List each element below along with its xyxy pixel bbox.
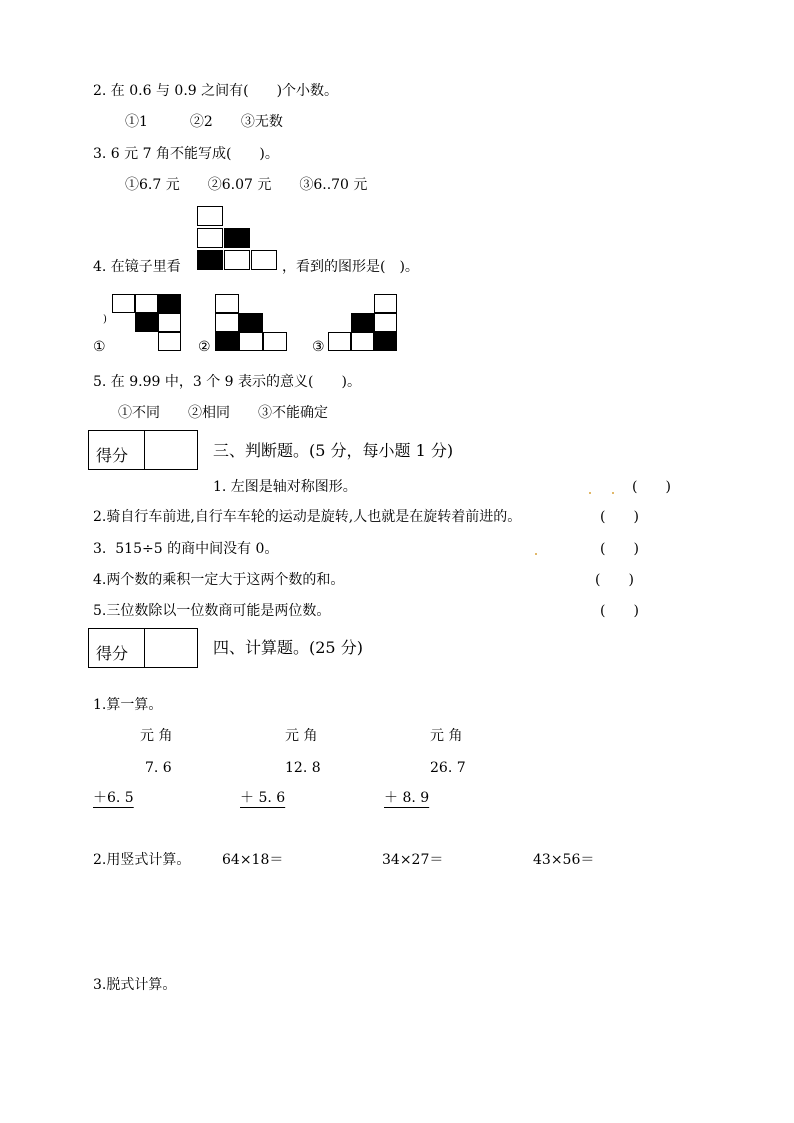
q3-options: ①6.7 元 ②6.07 元 ③6..70 元 <box>125 177 368 193</box>
section3-item-4-paren: ( ) <box>595 572 634 588</box>
vertical-calc-3: 43×56＝ <box>533 852 595 868</box>
top-number-3: 26. 7 <box>430 760 466 776</box>
q4-stray-mark: ) <box>103 314 107 325</box>
stray-dot <box>589 492 591 494</box>
section3-item-4: 4.两个数的乘积一定大于这两个数的和。 <box>93 572 345 588</box>
section3-item-5-paren: ( ) <box>600 603 639 619</box>
section4-score-box <box>88 628 198 668</box>
top-number-2: 12. 8 <box>285 760 321 776</box>
section3-item-3-paren: ( ) <box>600 541 639 557</box>
addend-2: ＋ 5. 6 <box>240 790 286 806</box>
score-box-divider <box>144 431 145 469</box>
q4-option2-label: ② <box>198 339 211 355</box>
q3-stem: 3. 6 元 7 角不能写成( )。 <box>93 146 279 162</box>
section3-item-1-paren: ( ) <box>632 479 671 495</box>
section3-score-label: 得分 <box>96 446 129 465</box>
section3-title: 三、判断题。(5 分，每小题 1 分) <box>213 441 454 460</box>
section4-part2-title: 2.用竖式计算。 <box>93 852 191 868</box>
section4-score-label: 得分 <box>96 644 129 663</box>
unit-header-1: 元 角 <box>140 728 173 744</box>
top-number-1: 7. 6 <box>145 760 172 776</box>
section3-item-5: 5.三位数除以一位数商可能是两位数。 <box>93 603 331 619</box>
section4-part1-title: 1.算一算。 <box>93 697 163 713</box>
q4-stem-start: 4. 在镜子里看 <box>93 259 181 275</box>
q5-stem: 5. 在 9.99 中，3 个 9 表示的意义( )。 <box>93 374 361 390</box>
q2-options: ①1 ②2 ③无数 <box>125 114 283 130</box>
section3-item-1: 1. 左图是轴对称图形。 <box>213 479 357 495</box>
q4-option3-label: ③ <box>312 339 325 355</box>
section3-item-2: 2.骑自行车前进,自行车车轮的运动是旋转,人也就是在旋转着前进的。 <box>93 509 522 525</box>
unit-header-3: 元 角 <box>430 728 463 744</box>
section4-title: 四、计算题。(25 分) <box>213 638 363 657</box>
q5-options: ①不同 ②相同 ③不能确定 <box>118 405 328 421</box>
addend-3: ＋ 8. 9 <box>384 790 430 806</box>
q4-option1-label: ① <box>93 339 106 355</box>
stray-dot <box>612 492 614 494</box>
unit-header-2: 元 角 <box>285 728 318 744</box>
section3-score-box <box>88 430 198 470</box>
q2-stem: 2. 在 0.6 与 0.9 之间有( )个小数。 <box>93 83 339 99</box>
q4-stem-end: ，看到的图形是( )。 <box>282 259 419 275</box>
stray-dot <box>535 553 537 555</box>
section4-part3-title: 3.脱式计算。 <box>93 977 177 993</box>
section3-item-3: 3. 515÷5 的商中间没有 0。 <box>93 541 279 557</box>
score-box-divider <box>144 629 145 667</box>
vertical-calc-2: 34×27＝ <box>382 852 444 868</box>
addend-1: ＋6. 5 <box>93 790 134 806</box>
section3-item-2-paren: ( ) <box>600 509 639 525</box>
vertical-calc-1: 64×18＝ <box>222 852 284 868</box>
